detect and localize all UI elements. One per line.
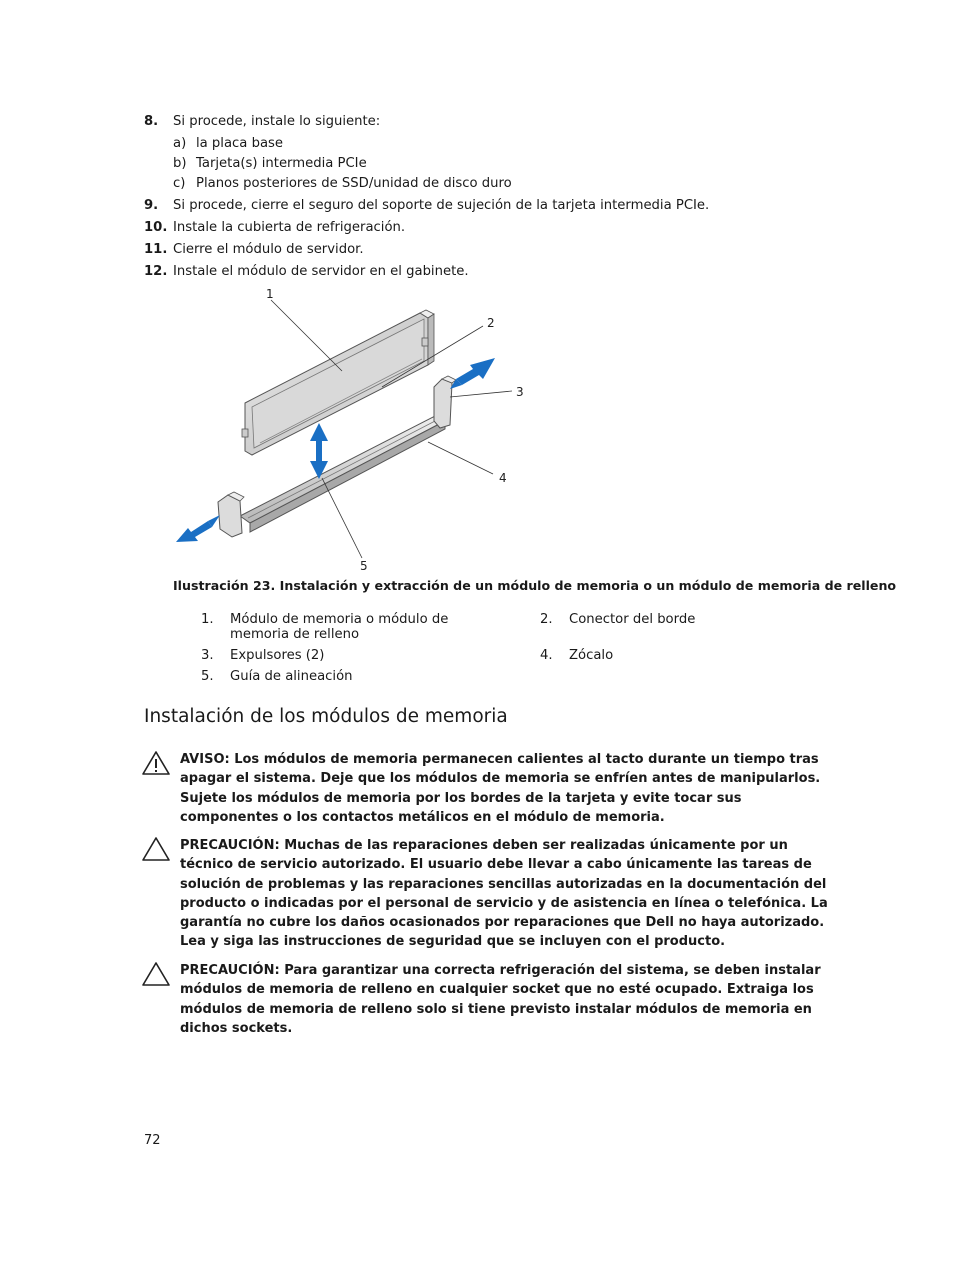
substep-letter: a): [173, 136, 187, 151]
caution-icon: [141, 961, 171, 987]
notice-text: AVISO: Los módulos de memoria permanecen calientes al tacto durante un tiempo tras apagar el sistema. Deje que los módulos de memoria se enfríen antes de manipularlos. Sujete los módulos de memoria por los bordes de la tarjeta y evite tocar sus componentes o los contactos metálicos en el módulo de memoria.: [180, 752, 821, 825]
step-text: Cierre el módulo de servidor.: [173, 242, 364, 257]
step-number: 12.: [144, 264, 168, 279]
notice-text: PRECAUCIÓN: Para garantizar una correcta refrigeración del sistema, se deben instalar módulos de memoria de relleno en cualquier socket que no esté ocupado. Extraiga los módulos de memoria de relleno solo si tiene previsto instalar módulos de memoria en dichos sockets.: [180, 963, 821, 1036]
legend-text: Guía de alineación: [230, 669, 353, 684]
callout-3: 3: [516, 385, 524, 399]
ejector-arrow-left: [176, 515, 220, 542]
callout-5: 5: [360, 559, 368, 573]
caution-icon: [141, 836, 171, 862]
insertion-arrow: [310, 423, 328, 479]
legend-number: 2.: [540, 612, 553, 627]
step-text: Instale el módulo de servidor en el gabinete.: [173, 264, 469, 279]
step-text: Instale la cubierta de refrigeración.: [173, 220, 406, 235]
ejector-right: [434, 376, 456, 428]
step-number: 11.: [144, 242, 168, 257]
step-number: 9.: [144, 198, 159, 213]
legend-text: Zócalo: [569, 648, 614, 663]
substep-text: Tarjeta(s) intermedia PCIe: [196, 156, 367, 171]
legend-text: Módulo de memoria o módulo de memoria de relleno: [230, 612, 449, 642]
notice-text: PRECAUCIÓN: Muchas de las reparaciones deben ser realizadas únicamente por un técnico de servicio autorizado. El usuario debe llevar a cabo únicamente las tareas de solución de problemas y las reparaciones sencillas autorizadas en la documentación del producto o indicadas por el personal de servicio y de asistencia en línea o telefónica. La garantía no cubre los daños ocasionados por reparaciones que Dell no haya autorizado. Lea y siga las instrucciones de seguridad que se incluyen con el producto.: [180, 838, 828, 950]
legend-text: Conector del borde: [569, 612, 696, 627]
memory-module-illustration: [150, 283, 550, 573]
figure-caption: Ilustración 23. Instalación y extracción de un módulo de memoria o un módulo de memoria de relleno: [173, 578, 897, 593]
legend-number: 4.: [540, 648, 553, 663]
callout-4: 4: [499, 471, 507, 485]
legend-number: 1.: [201, 612, 214, 627]
callout-2: 2: [487, 316, 495, 330]
substep-letter: c): [173, 176, 186, 191]
step-number: 8.: [144, 114, 159, 129]
legend-number: 3.: [201, 648, 214, 663]
substep-text: la placa base: [196, 136, 284, 151]
substep-text: Planos posteriores de SSD/unidad de disco duro: [196, 176, 512, 191]
substep-letter: b): [173, 156, 187, 171]
legend-number: 5.: [201, 669, 214, 684]
ejector-arrow-right: [450, 358, 495, 389]
warning-icon: [141, 750, 171, 776]
ejector-left: [218, 492, 244, 537]
step-text: Si procede, cierre el seguro del soporte de sujeción de la tarjeta intermedia PCIe.: [173, 198, 710, 213]
page-number: 72: [144, 1133, 161, 1148]
callout-1: 1: [266, 287, 274, 301]
step-text: Si procede, instale lo siguiente:: [173, 114, 381, 129]
legend-text: Expulsores (2): [230, 648, 325, 663]
step-number: 10.: [144, 220, 168, 235]
section-heading: Instalación de los módulos de memoria: [144, 706, 508, 727]
